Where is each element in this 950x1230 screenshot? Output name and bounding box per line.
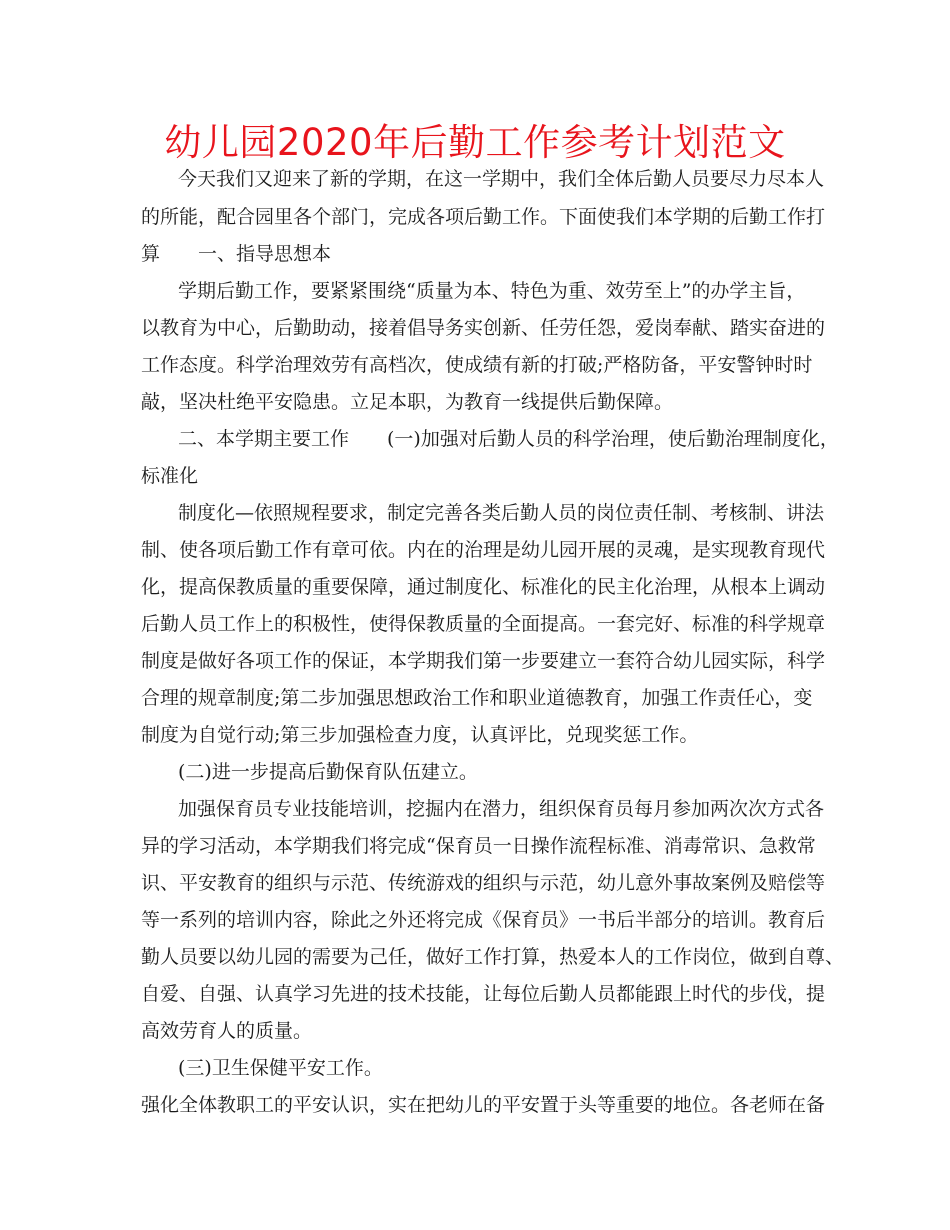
paragraph-line: 高效劳育人的质量。 — [141, 1020, 313, 1042]
document-title: 幼儿园2020年后勤工作参考计划范文 — [164, 121, 786, 164]
paragraph-line: 敲，坚决杜绝平安隐患。立足本职，为教育一线提供后勤保障。 — [141, 391, 674, 413]
paragraph-line: 标准化 — [141, 465, 199, 487]
section-heading: (二)进一步提高后勤保育队伍建立。 — [178, 761, 478, 783]
paragraph-line: 自爱、自强、认真学习先进的技术技能，让每位后勤人员都能跟上时代的步伐，提 — [141, 983, 826, 1005]
paragraph-line: 等一系列的培训内容，除此之外还将完成《保育员》一书后半部分的培训。教育后 — [141, 909, 826, 931]
paragraph-line: 的所能，配合园里各个部门，完成各项后勤工作。下面使我们本学期的后勤工作打 — [141, 206, 826, 228]
paragraph-line: 化，提高保教质量的重要保障，通过制度化、标准化的民主化治理，从根本上调动 — [141, 576, 826, 598]
paragraph-line: 制度是做好各项工作的保证，本学期我们第一步要建立一套符合幼儿园实际，科学 — [141, 650, 826, 672]
paragraph-line: 工作态度。科学治理效劳有高档次，使成绩有新的打破;严格防备，平安警钟时时 — [141, 354, 813, 376]
paragraph-line: 二、本学期主要工作 (一)加强对后勤人员的科学治理，使后勤治理制度化， — [178, 428, 839, 450]
paragraph-line: 异的学习活动，本学期我们将完成“保育员一日操作流程标准、消毒常识、急救常 — [141, 835, 816, 857]
paragraph-line: 制度为自觉行动;第三步加强检查力度，认真评比，兑现奖惩工作。 — [141, 724, 699, 746]
paragraph-line: 制、使各项后勤工作有章可依。内在的治理是幼儿园开展的灵魂，是实现教育现代 — [141, 539, 826, 561]
paragraph-line: 学期后勤工作，要紧紧围绕“质量为本、特色为重、效劳至上”的办学主旨， — [178, 280, 806, 302]
paragraph-line: 制度化—依照规程要求，制定完善各类后勤人员的岗位责任制、考核制、讲法 — [178, 502, 825, 524]
paragraph-line: 算 一、指导思想本 — [141, 243, 332, 265]
paragraph-line: 加强保育员专业技能培训，挖掘内在潜力，组织保育员每月参加两次次方式各 — [178, 798, 825, 820]
paragraph-line: 以教育为中心，后勤助动，接着倡导务实创新、任劳任怨，爱岗奉献、踏实奋进的 — [141, 317, 826, 339]
section-heading: (三)卫生保健平安工作。 — [178, 1057, 383, 1079]
paragraph-line: 勤人员要以幼儿园的需要为己任，做好工作打算，热爱本人的工作岗位，做到自尊、 — [141, 946, 845, 968]
paragraph-line: 后勤人员工作上的积极性，使得保教质量的全面提高。一套完好、标准的科学规章 — [141, 613, 826, 635]
paragraph-line: 合理的规章制度;第二步加强思想政治工作和职业道德教育，加强工作责任心，变 — [141, 687, 813, 709]
paragraph-line: 强化全体教职工的平安认识，实在把幼儿的平安置于头等重要的地位。各老师在备 — [141, 1094, 826, 1116]
paragraph-line: 识、平安教育的组织与示范、传统游戏的组织与示范，幼儿意外事故案例及赔偿等 — [141, 872, 826, 894]
paragraph-line: 今天我们又迎来了新的学期，在这一学期中，我们全体后勤人员要尽力尽本人 — [178, 168, 825, 190]
